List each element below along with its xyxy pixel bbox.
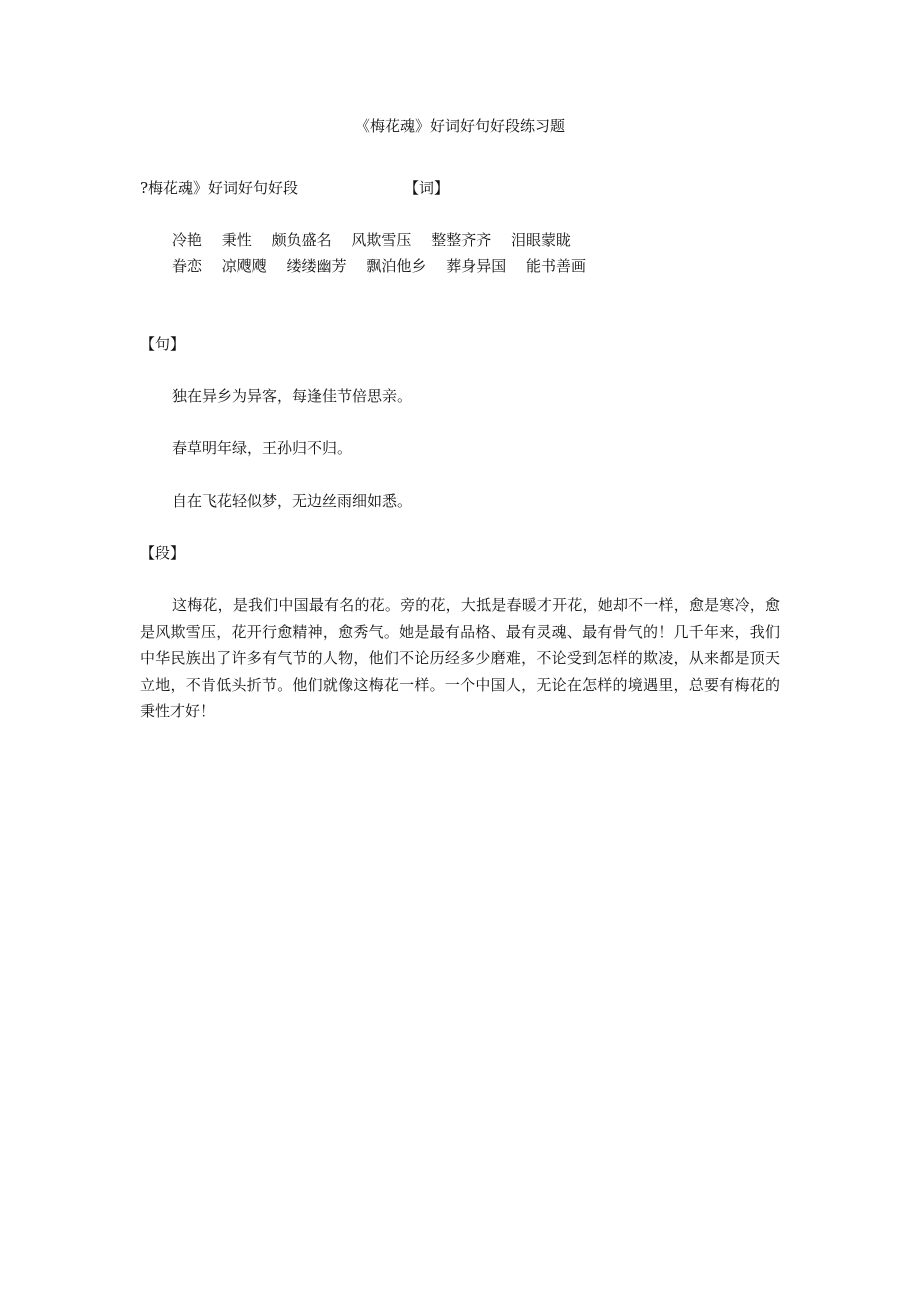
document-title: 《梅花魂》好词好句好段练习题	[354, 117, 565, 135]
document-subtitle: ?梅花魂》好词好句好段	[140, 179, 299, 197]
paragraph-text: 这梅花，是我们中国最有名的花。旁的花，大抵是春暖才开花，她却不一样，愈是寒冷，愈是风欺雪压，花开行愈精神，愈秀气。她是最有品格、最有灵魂、最有骨气的！几千年来，我们中华民族出了许多有气节的人物，他们不论历经多少磨难，不论受到怎样的欺凌，从来都是顶天立地，不肯低头折节。他们就像这梅花一样。一个中国人，无论在怎样的境遇里，总要有梅花的秉性才好！	[140, 596, 780, 720]
word-item: 整整齐齐	[431, 231, 492, 249]
word-item: 风欺雪压	[351, 231, 412, 249]
sentences-heading: 【句】	[140, 335, 186, 353]
word-item: 能书善画	[525, 257, 586, 275]
word-item: 缕缕幽芳	[286, 257, 347, 275]
sentence-item: 自在飞花轻似梦，无边丝雨细如悉。	[172, 492, 413, 510]
paragraph-heading: 【段】	[140, 544, 186, 562]
words-heading: 【词】	[404, 179, 450, 197]
word-item: 秉性	[221, 231, 252, 249]
word-item: 飘泊他乡	[366, 257, 427, 275]
word-item: 葬身异国	[446, 257, 507, 275]
sentence-item: 独在异乡为异客，每逢佳节倍思亲。	[172, 387, 413, 405]
sentence-item: 春草明年绿，王孙归不归。	[172, 439, 353, 457]
word-item: 眷恋	[172, 257, 203, 275]
words-row-1	[172, 229, 586, 251]
word-item: 冷艳	[172, 231, 203, 249]
word-item: 颇负盛名	[271, 231, 332, 249]
word-item: 泪眼蒙眬	[510, 231, 571, 249]
words-row-2	[172, 255, 601, 277]
word-item: 凉飕飕	[221, 257, 267, 275]
